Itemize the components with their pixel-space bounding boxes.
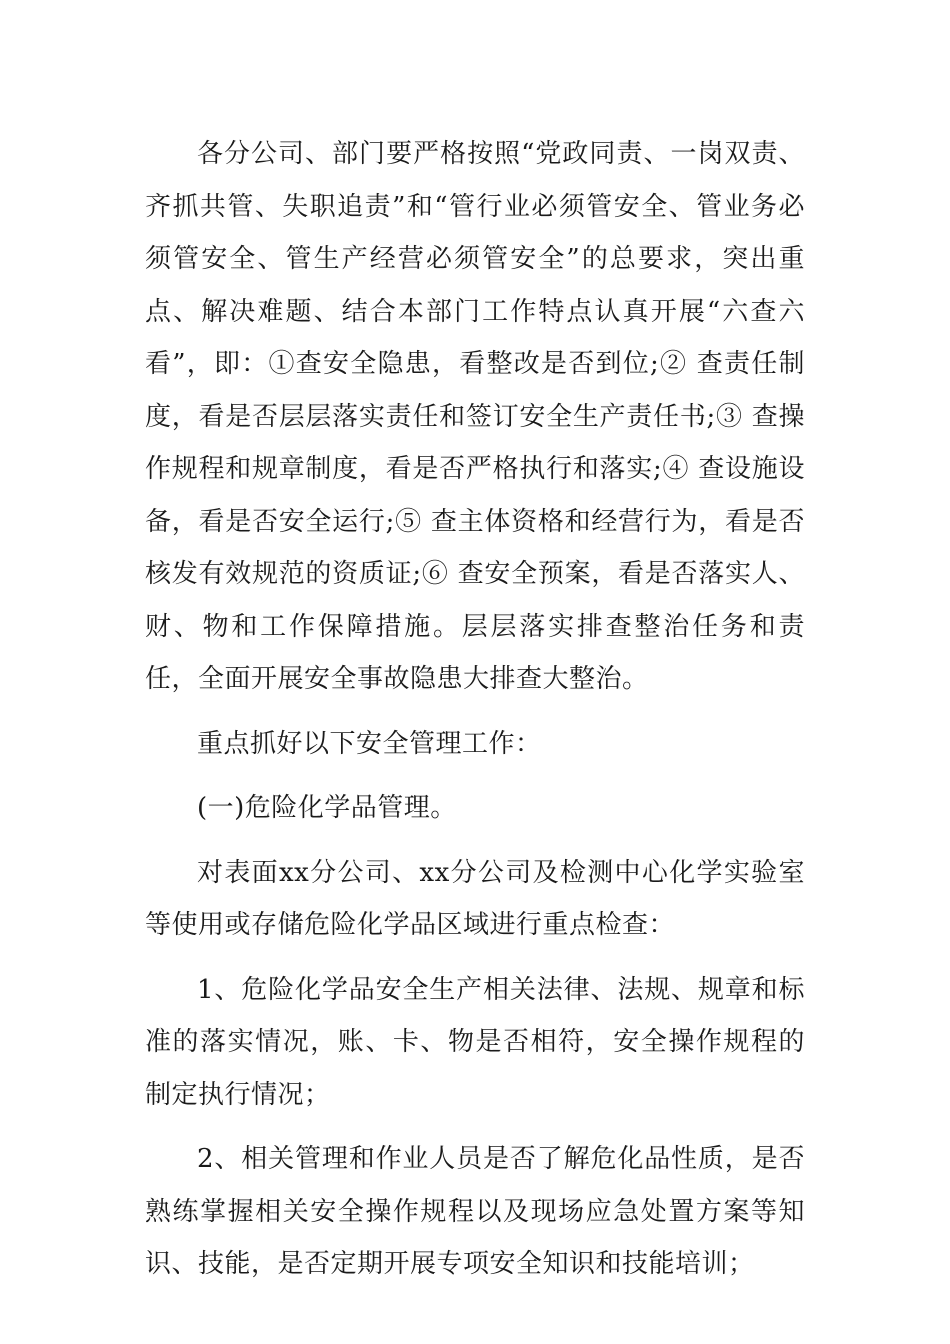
list-item-2: 2、相关管理和作业人员是否了解危化品性质，是否熟练掌握相关安全操作规程以及现场应急处置方案等知识、技能，是否定期开展专项安全知识和技能培训； — [145, 1144, 805, 1279]
paragraph-inspection-scope: 对表面xx分公司、xx分公司及检测中心化学实验室等使用或存储危险化学品区域进行重点检查： — [145, 857, 805, 940]
paragraph-key-tasks-intro: 重点抓好以下安全管理工作： — [197, 728, 542, 759]
document-body — [145, 128, 805, 1303]
section-heading-hazardous-chemicals: (一)危险化学品管理。 — [197, 793, 457, 823]
paragraph-safety-requirements: 各分公司、部门要严格按照“党政同责、一岗双责、齐抓共管、失职追责”和“管行业必须管安全、管业务必须管安全、管生产经营必须管安全”的总要求，突出重点、解决难题、结合本部门工作特点认真开展“六查六看”，即：①查安全隐患，看整改是否到位;② 查责任制度，看是否层层落实责任和签订安全生产责任书;③ 查操作规程和规章制度，看是否严格执行和落实;④ 查设施设备，看是否安全运行;⑤ 查主体资格和经营行为，看是否核发有效规范的资质证;⑥ 查安全预案，看是否落实人、财、物和工作保障措施。层层落实排查整治任务和责任，全面开展安全事故隐患大排查大整治。 — [145, 139, 805, 694]
list-item-1: 1、危险化学品安全生产相关法律、法规、规章和标准的落实情况，账、卡、物是否相符，安全操作规程的制定执行情况； — [145, 974, 805, 1110]
